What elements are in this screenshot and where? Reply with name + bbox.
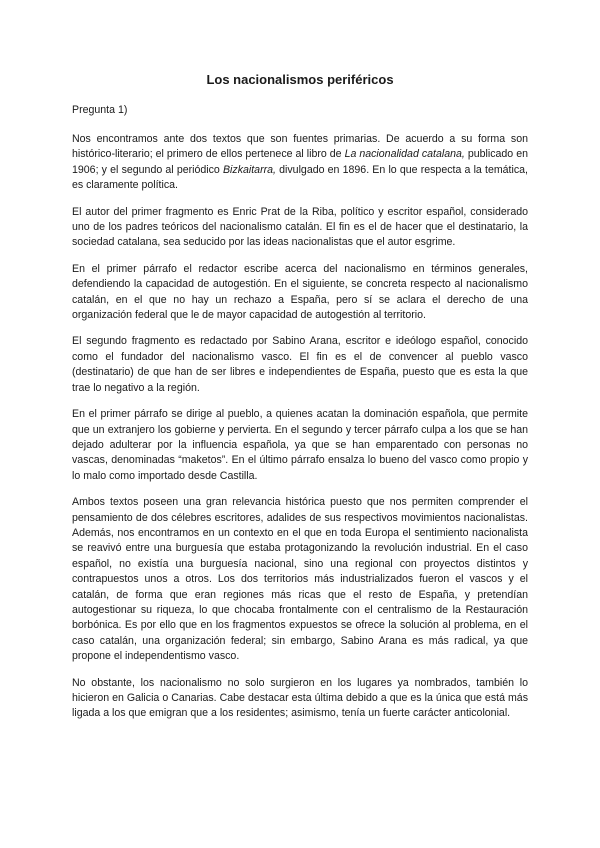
book-title: La nacionalidad catalana, [344,148,465,161]
paragraph-3: En el primer párrafo el redactor escribe acerca del nacionalismo en términos generales, defendiendo la capacidad de autogestión. En el siguiente, se concreta respecto al nacionalismo catalán, en el que no hay un rechazo a España, pero sí se aclara el derecho de una organización federal que le de mayor capacidad de autogestión al territorio. [72,262,528,322]
paragraph-4: El segundo fragmento es redactado por Sabino Arana, escritor e ideólogo español, conocido como el fundador del nacionalismo vasco. El fin es el de convencer al pueblo vasco (destinatario) de que han de ser libres e independientes de España, puesto que es esta la que trae lo negativo a la región. [72,335,528,394]
page-title: Los nacionalismos periféricos [206,72,394,87]
paragraph-1-text-a: Nos encontramos ante dos textos que son fuentes primarias. De acuerdo a su forma son histórico-literario; el primero de ellos pertenece al libro de [72,133,528,161]
paragraph-1-text-e: divulgado en 1896. En lo que respecta a la temática, es claramente política. [72,163,528,192]
paragraph-6: Ambos textos poseen una gran relevancia histórica puesto que nos permiten comprender el pensamiento de dos célebres escritores, adalides de sus respectivos movimientos nacionalistas. Además, nos encontramos en un contexto en el que en toda Europa el sentimiento nacionalista se reavivó entre una burguesía que estaba protagonizando la revolución industrial. En el caso español, no existía una burguesía nacional, sino una regional con proyectos distintos y contrapuestos unos a otros. Los dos territorios más industrializados fueron el vascos y el catalán, de forma que eran regiones más ricas que el resto de España, y pretendían autogestionar su riqueza, lo que chocaba frontalmente con el centralismo de la Restauración borbónica. Es por ello que en los fragmentos expuestos se ofrece la solución al problema, en el caso catalán, una organización federal; sin embargo, Sabino Arana es más radical, ya que propone el independentismo vasco. [72,496,528,663]
paragraph-7: No obstante, los nacionalismo no solo surgieron en los lugares ya nombrados, también lo hicieron en Galicia o Canarias. Cabe destacar esta última debido a que es la única que está más ligada a los que emigran que a los residentes; asimismo, tenía un fuerte carácter anticolonial. [72,676,528,720]
document-body [72,132,528,733]
newspaper-title: Bizkaitarra, [222,163,276,176]
paragraph-1-text-c: publicado en 1906; y el segundo al periódico [72,148,528,176]
paragraph-2: El autor del primer fragmento es Enric Prat de la Riba, político y escritor español, considerado uno de los padres teóricos del nacionalismo catalán. El fin es el de hacer que el destinatario, la sociedad catalana, sea seducido por las ideas nacionalistas que el autor esgrime. [72,205,528,249]
question-label: Pregunta 1) [72,104,128,116]
paragraph-1 [72,132,528,194]
paragraph-5: En el primer párrafo se dirige al pueblo, a quienes acatan la dominación española, que permite que un extranjero los gobierne y pervierta. En el segundo y tercer párrafo culpa a los que se han dejado adulterar por la influencia española, ya que se han emparentado con personas no vascas, denominadas “maketos”. En el último párrafo ensalza lo bueno del vasco como propio y lo malo como importado desde Castilla. [72,408,528,482]
